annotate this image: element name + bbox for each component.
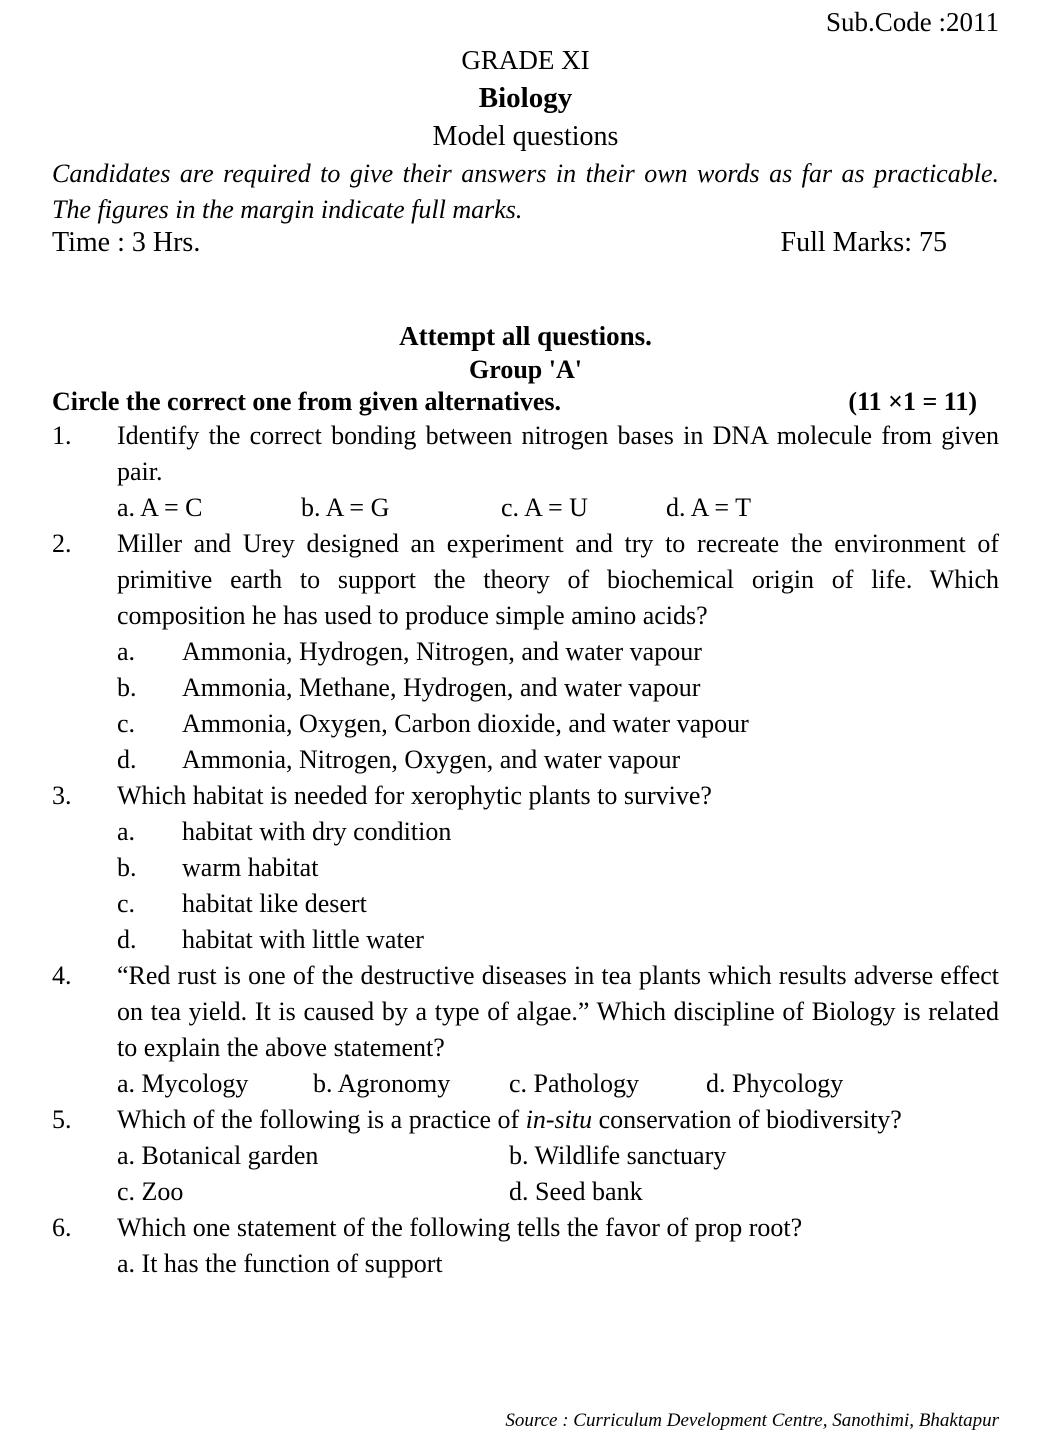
option-text: Ammonia, Nitrogen, Oxygen, and water vapour xyxy=(182,745,681,774)
option-grid xyxy=(117,1138,999,1210)
option-text: Ammonia, Oxygen, Carbon dioxide, and water vapour xyxy=(182,709,749,738)
option-a: a. It has the function of support xyxy=(117,1249,443,1278)
question-list xyxy=(52,418,999,1282)
subject-code: Sub.Code :2011 xyxy=(825,7,999,37)
option-label: a. xyxy=(117,637,136,666)
question-5 xyxy=(52,1102,999,1210)
option-c xyxy=(117,886,999,922)
question-number: 4. xyxy=(52,961,72,990)
option-label: b. xyxy=(117,853,137,882)
question-text: Miller and Urey designed an experiment and try to recreate the environment of primitive earth to support the theory of biochemical origin of life. Which composition he has used to produce simple amino acids? xyxy=(117,529,999,630)
time-marks-row xyxy=(52,225,947,261)
option-label: a. xyxy=(117,817,136,846)
option-row xyxy=(117,490,999,526)
option-row xyxy=(117,1066,999,1102)
group-heading: Group 'A' xyxy=(469,355,582,384)
question-text: Which of the following is a practice of in-situ conservation of biodiversity? xyxy=(117,1105,902,1134)
option-d: d. A = T xyxy=(666,493,751,522)
question-number: 6. xyxy=(52,1213,72,1242)
section-marks: (11 ×1 = 11) xyxy=(848,387,977,416)
option-label: d. xyxy=(117,745,137,774)
option-d: d. Seed bank xyxy=(509,1177,643,1206)
option-text: habitat like desert xyxy=(182,889,367,918)
option-b xyxy=(117,850,999,886)
option-a xyxy=(117,634,999,670)
question-number: 5. xyxy=(52,1105,72,1134)
question-text: Which habitat is needed for xerophytic plants to survive? xyxy=(117,781,712,810)
exam-page xyxy=(52,0,999,1438)
candidate-instructions: Candidates are required to give their answers in their own words as far as practicable. The figures in the margin indicate full marks. xyxy=(52,159,999,224)
option-text: Ammonia, Hydrogen, Nitrogen, and water vapour xyxy=(182,637,702,666)
question-text: Identify the correct bonding between nitrogen bases in DNA molecule from given pair. xyxy=(117,421,999,486)
question-2 xyxy=(52,526,999,778)
option-text: habitat with dry condition xyxy=(182,817,452,846)
full-marks: Full Marks: 75 xyxy=(780,227,947,258)
option-text: warm habitat xyxy=(182,853,319,882)
question-text: Which one statement of the following tells the favor of prop root? xyxy=(117,1213,803,1242)
option-d xyxy=(117,742,999,778)
question-text: “Red rust is one of the destructive diseases in tea plants which results adverse effect on tea yield. It is caused by a type of algae.” Which discipline of Biology is related to explain the above statement? xyxy=(117,961,999,1062)
paper-type: Model questions xyxy=(432,121,619,152)
question-4 xyxy=(52,958,999,1102)
source-credit: Source : Curriculum Development Centre, Sanothimi, Bhaktapur xyxy=(505,1410,999,1431)
option-b xyxy=(117,670,999,706)
subject-title: Biology xyxy=(478,82,573,114)
grade-title: GRADE XI xyxy=(461,45,590,75)
option-label: b. xyxy=(117,673,137,702)
time-allowed: Time : 3 Hrs. xyxy=(52,227,201,258)
option-b: b. Agronomy xyxy=(313,1069,451,1098)
question-1 xyxy=(52,418,999,526)
option-d: d. Phycology xyxy=(706,1069,844,1098)
option-label: d. xyxy=(117,925,137,954)
option-a: a. Botanical garden xyxy=(117,1141,319,1170)
option-c: c. Zoo xyxy=(117,1177,184,1206)
emphasis-term: in-situ xyxy=(525,1105,593,1134)
question-number: 1. xyxy=(52,421,72,450)
question-6 xyxy=(52,1210,999,1282)
option-c: c. A = U xyxy=(501,493,588,522)
section-instruction-row xyxy=(52,384,977,420)
option-text: habitat with little water xyxy=(182,925,424,954)
option-label: c. xyxy=(117,889,136,918)
option-c xyxy=(117,706,999,742)
question-3 xyxy=(52,778,999,958)
option-a: a. Mycology xyxy=(117,1069,249,1098)
option-b: b. Wildlife sanctuary xyxy=(509,1141,727,1170)
option-label: c. xyxy=(117,709,136,738)
option-a: a. A = C xyxy=(117,493,203,522)
attempt-heading: Attempt all questions. xyxy=(399,321,652,351)
option-c: c. Pathology xyxy=(509,1069,639,1098)
question-number: 3. xyxy=(52,781,72,810)
question-number: 2. xyxy=(52,529,72,558)
option-a xyxy=(117,814,999,850)
option-d xyxy=(117,922,999,958)
option-b: b. A = G xyxy=(301,493,390,522)
option-text: Ammonia, Methane, Hydrogen, and water vapour xyxy=(182,673,701,702)
section-instruction: Circle the correct one from given alternatives. xyxy=(52,387,561,416)
